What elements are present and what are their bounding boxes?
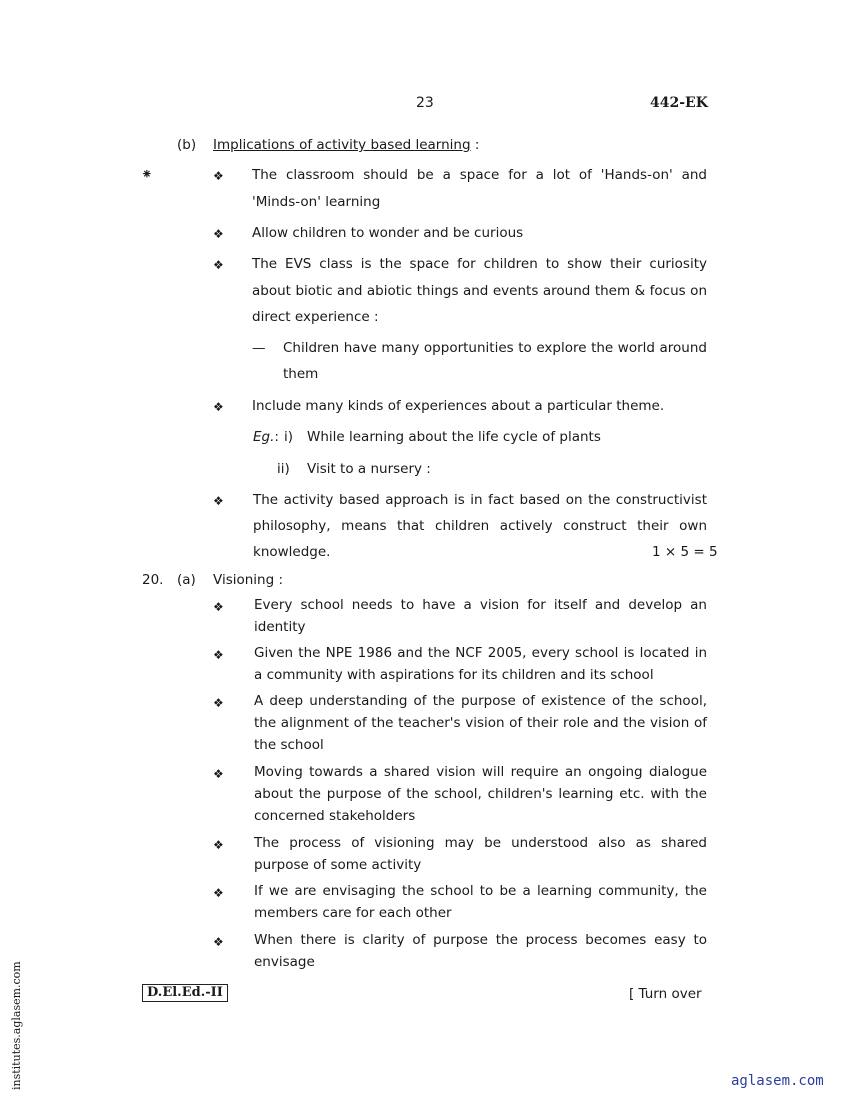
course-code-box: D.El.Ed.-II [142,984,228,1002]
dash-bullet: — [252,340,266,356]
list-item: If we are envisaging the school to be a learning community, the members care for each other [254,883,707,921]
margin-asterisk-icon: ⁕ [141,167,153,183]
list-item: Moving towards a shared vision will require an ongoing dialogue about the purpose of the school, children's learning etc. with the concerned stakeholders [254,764,707,824]
list-item: Given the NPE 1986 and the NCF 2005, every school is located in a community with aspirations for its children and its school [254,645,707,683]
bottom-watermark: aglasem.com [731,1073,824,1089]
list-item: Allow children to wonder and be curious [252,225,524,241]
marks: 1 × 5 = 5 [646,543,718,561]
diamond-bullet-icon: ❖ [213,935,224,949]
list-item: When there is clarity of purpose the process becomes easy to envisage [254,932,707,970]
page-number: 23 [416,95,434,111]
list-item: The classroom should be a space for a lot of 'Hands-on' and 'Minds-on' learning [252,167,707,210]
question-part-label: (a) [177,572,196,588]
list-item: The EVS class is the space for children to show their curiosity about biotic and abiotic things and events around them & focus on direct experience : [252,256,707,325]
side-watermark: institutes.aglasem.com [10,961,23,1090]
paper-code: 442-EK [650,95,708,111]
section-b-title-text: Implications of activity based learning [213,137,471,153]
list-item: The activity based approach is in fact based on the constructivist philosophy, means that children actively construct their own knowledge. [253,492,707,560]
diamond-bullet-icon: ❖ [213,767,224,781]
example-eg: Eg. [253,429,275,445]
section-b-title [213,136,479,154]
list-item: The process of visioning may be understood also as shared purpose of some activity [254,835,707,873]
diamond-bullet-icon: ❖ [213,258,224,272]
example-ii-label: ii) [277,461,290,477]
diamond-bullet-icon: ❖ [213,494,224,508]
diamond-bullet-icon: ❖ [213,696,224,710]
list-item: A deep understanding of the purpose of existence of the school, the alignment of the teacher's vision of their role and the vision of the school [254,693,707,753]
sub-list-item: Children have many opportunities to explore the world around them [283,340,707,382]
question-title: Visioning : [213,572,284,588]
section-b-label: (b) [177,137,197,153]
diamond-bullet-icon: ❖ [213,400,224,414]
diamond-bullet-icon: ❖ [213,838,224,852]
question-number: 20. [142,572,164,588]
turn-over: [ Turn over [629,986,702,1002]
section-b-title-suffix: : [470,137,480,153]
example-ii: Visit to a nursery : [307,461,431,477]
list-item: Include many kinds of experiences about a particular theme. [252,398,665,414]
diamond-bullet-icon: ❖ [213,648,224,662]
example-label [253,428,279,446]
diamond-bullet-icon: ❖ [213,227,224,241]
list-item: Every school needs to have a vision for itself and develop an identity [254,597,707,635]
diamond-bullet-icon: ❖ [213,886,224,900]
example-colon: : [274,429,279,445]
example-i: While learning about the life cycle of plants [307,429,601,445]
diamond-bullet-icon: ❖ [213,169,224,183]
diamond-bullet-icon: ❖ [213,600,224,614]
example-i-label: i) [284,429,294,445]
